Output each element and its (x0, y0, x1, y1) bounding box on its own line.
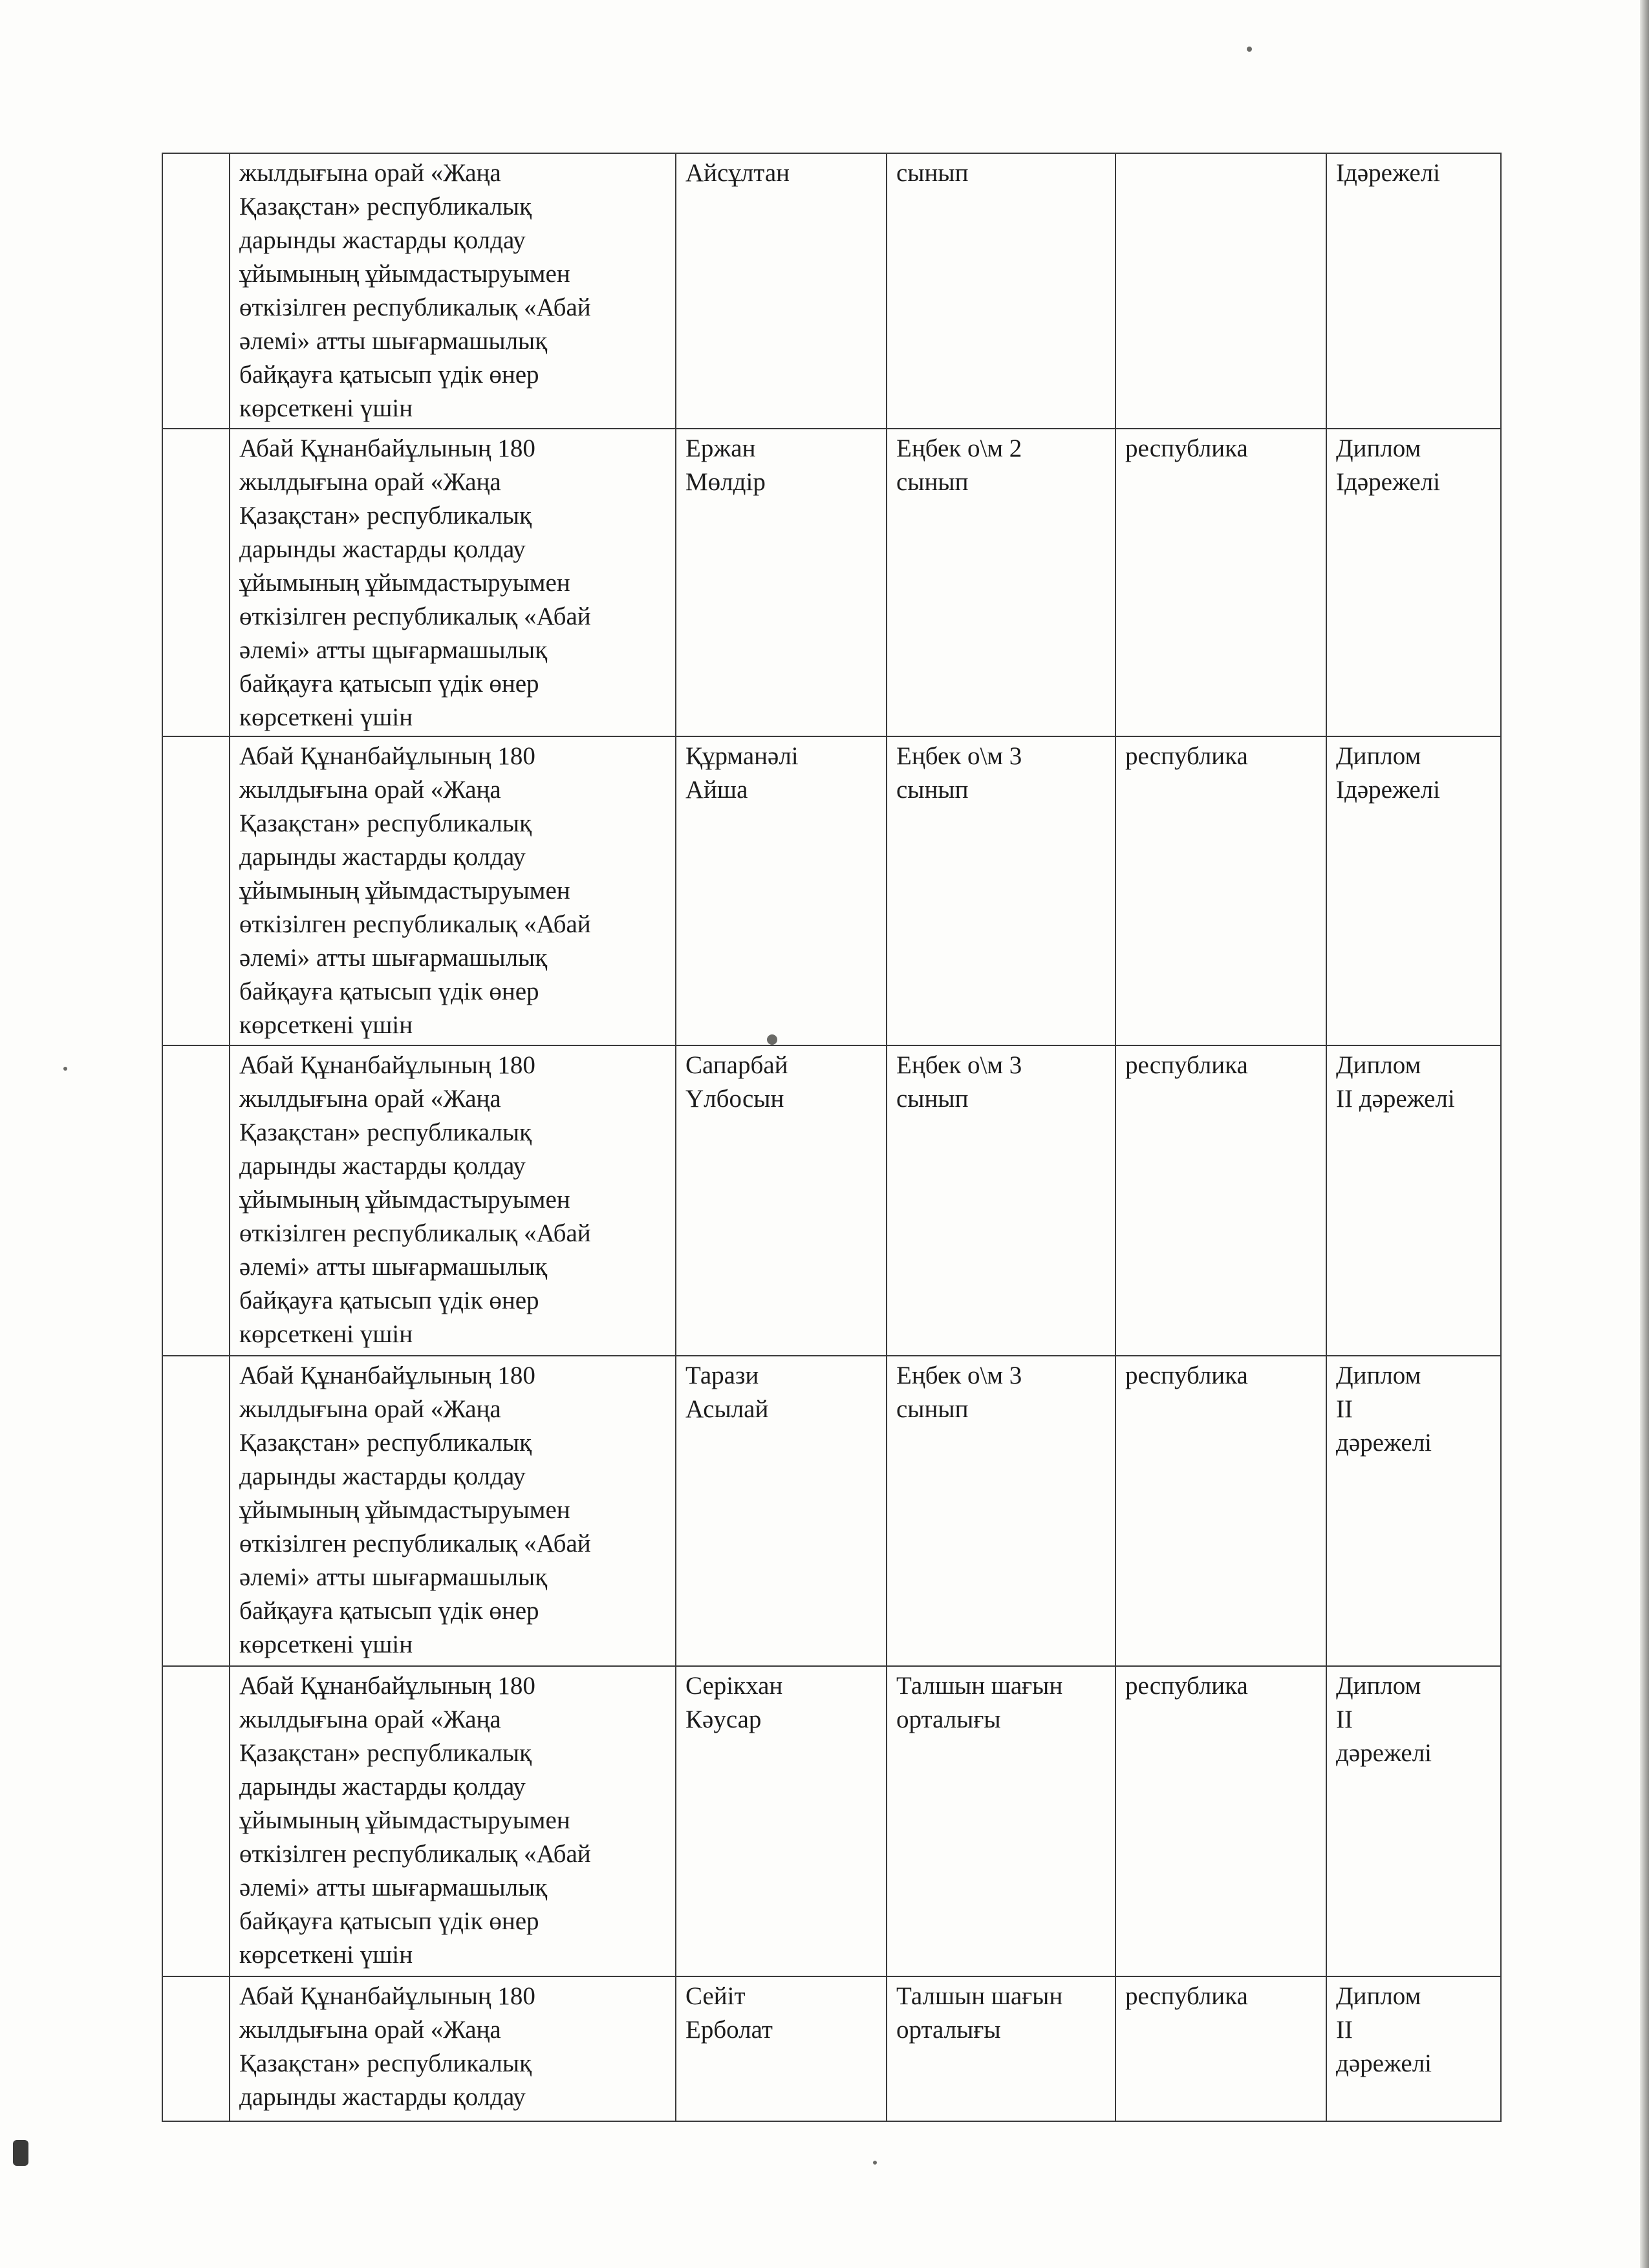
table-row (162, 153, 1501, 429)
scan-edge-shadow (1640, 0, 1649, 2268)
class-cell: Еңбек о\м 3 сынып (887, 736, 1116, 1045)
description-cell: Абай Құнанбайұлының 180 жылдығына орай «Жаңа Қазақстан» республикалық дарынды жастарды қолдау ұйымының ұйымдастыруымен өткізілген республикалық «Абай әлемі» атты щығармашылық байқауға қатысып үдік өнер көрсеткені үшін (230, 429, 676, 736)
table-row (162, 429, 1501, 736)
scan-speck (63, 1067, 67, 1071)
table-row (162, 1666, 1501, 1976)
student-name-cell: Ержан Мөлдір (676, 429, 887, 736)
description-cell: Абай Құнанбайұлының 180 жылдығына орай «Жаңа Қазақстан» республикалық дарынды жастарды қолдау ұйымының ұйымдастыруымен өткізілген республикалық «Абай әлемі» атты шығармашылық байқауға қатысып үдік өнер көрсеткені үшін (230, 1666, 676, 1976)
student-name-cell: Айсұлтан (676, 153, 887, 429)
row-number-cell (162, 1666, 230, 1976)
award-cell: Диплом ІІ дәрежелі (1326, 1356, 1501, 1666)
description-cell: Абай Құнанбайұлының 180 жылдығына орай «Жаңа Қазақстан» республикалық дарынды жастарды қолдау (230, 1976, 676, 2121)
row-number-cell (162, 736, 230, 1045)
awards-table (162, 153, 1502, 2122)
class-cell: Еңбек о\м 3 сынып (887, 1045, 1116, 1356)
level-cell: республика (1116, 429, 1326, 736)
class-cell: Талшын шағын орталығы (887, 1976, 1116, 2121)
scan-speck (13, 2140, 28, 2166)
award-cell: Диплом Ідәрежелі (1326, 736, 1501, 1045)
student-name-cell: Тарази Асылай (676, 1356, 887, 1666)
description-cell: Абай Құнанбайұлының 180 жылдығына орай «Жаңа Қазақстан» республикалық дарынды жастарды қолдау ұйымының ұйымдастыруымен өткізілген республикалық «Абай әлемі» атты шығармашылық байқауға қатысып үдік өнер көрсеткені үшін (230, 736, 676, 1045)
table-row (162, 736, 1501, 1045)
description-cell: Абай Құнанбайұлының 180 жылдығына орай «Жаңа Қазақстан» республикалық дарынды жастарды қолдау ұйымының ұйымдастыруымен өткізілген республикалық «Абай әлемі» атты шығармашылық байқауға қатысып үдік өнер көрсеткені үшін (230, 1356, 676, 1666)
row-number-cell (162, 1045, 230, 1356)
scan-speck (1247, 47, 1252, 52)
award-cell: Ідәрежелі (1326, 153, 1501, 429)
level-cell (1116, 153, 1326, 429)
student-name-cell: Серікхан Кәусар (676, 1666, 887, 1976)
class-cell: Талшын шағын орталығы (887, 1666, 1116, 1976)
level-cell: республика (1116, 1666, 1326, 1976)
level-cell: республика (1116, 1356, 1326, 1666)
table-row (162, 1356, 1501, 1666)
row-number-cell (162, 1976, 230, 2121)
award-cell: Диплом ІІ дәрежелі (1326, 1045, 1501, 1356)
description-cell: Абай Құнанбайұлының 180 жылдығына орай «Жаңа Қазақстан» республикалық дарынды жастарды қолдау ұйымының ұйымдастыруымен өткізілген республикалық «Абай әлемі» атты шығармашылық байқауға қатысып үдік өнер көрсеткені үшін (230, 1045, 676, 1356)
level-cell: республика (1116, 1045, 1326, 1356)
description-cell: жылдығына орай «Жаңа Қазақстан» республикалық дарынды жастарды қолдау ұйымының ұйымдастыруымен өткізілген республикалық «Абай әлемі» атты шығармашылық байқауға қатысып үдік өнер көрсеткені үшін (230, 153, 676, 429)
level-cell: республика (1116, 1976, 1326, 2121)
award-cell: Диплом Ідәрежелі (1326, 429, 1501, 736)
class-cell: Еңбек о\м 2 сынып (887, 429, 1116, 736)
scan-speck (873, 2161, 877, 2165)
level-cell: республика (1116, 736, 1326, 1045)
row-number-cell (162, 153, 230, 429)
student-name-cell: Сапарбай Үлбосын (676, 1045, 887, 1356)
table-row (162, 1976, 1501, 2121)
class-cell: Еңбек о\м 3 сынып (887, 1356, 1116, 1666)
class-cell: сынып (887, 153, 1116, 429)
row-number-cell (162, 429, 230, 736)
student-name-cell: Сейіт Ерболат (676, 1976, 887, 2121)
award-cell: Диплом ІІ дәрежелі (1326, 1976, 1501, 2121)
row-number-cell (162, 1356, 230, 1666)
award-cell: Диплом ІІ дәрежелі (1326, 1666, 1501, 1976)
student-name-cell: Құрманәлі Айша (676, 736, 887, 1045)
table-row (162, 1045, 1501, 1356)
